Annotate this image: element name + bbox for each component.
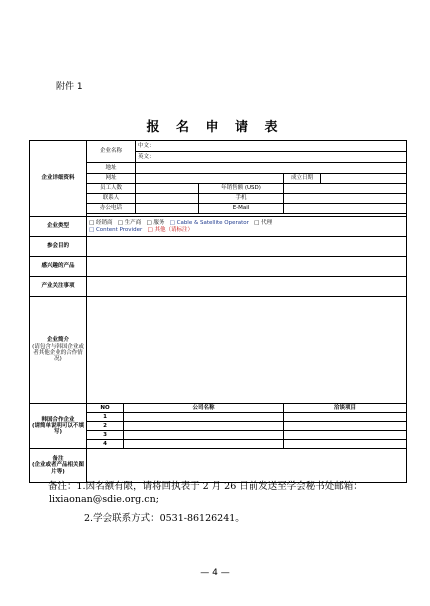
company-type-label: 企业类型 xyxy=(30,217,87,237)
coop-project-field[interactable] xyxy=(284,422,407,431)
project-header: 洽谈项目 xyxy=(284,404,407,413)
company-type-options xyxy=(87,217,407,237)
company-name-en-field[interactable] xyxy=(136,152,407,163)
mobile-label: 手机 xyxy=(199,194,284,204)
annual-sales-field[interactable] xyxy=(284,184,407,194)
row-number: 4 xyxy=(87,440,124,449)
website-label: 网址 xyxy=(87,174,136,184)
established-field[interactable] xyxy=(321,174,407,184)
purpose-label: 参会目的 xyxy=(30,237,87,257)
issues-field[interactable] xyxy=(87,277,407,297)
type-service[interactable]: □ 服务 xyxy=(146,220,165,227)
coop-company-field[interactable] xyxy=(124,431,284,440)
en-label: 英文： xyxy=(138,153,155,160)
remark-title: 备注 xyxy=(52,456,64,463)
contact-label: 联系人 xyxy=(87,194,136,204)
office-phone-field[interactable] xyxy=(136,204,199,214)
page-number: — 4 — xyxy=(200,568,230,578)
email-label: E-Mail xyxy=(199,204,284,214)
intro-field[interactable] xyxy=(87,297,407,404)
row-number: 2 xyxy=(87,422,124,431)
coop-title: 韩国合作企业 xyxy=(41,416,75,423)
annual-sales-label: 年销售额 (USD) xyxy=(199,184,284,194)
coop-label-cell xyxy=(30,404,87,449)
company-name-header: 公司名称 xyxy=(124,404,284,413)
no-header: NO xyxy=(87,404,124,413)
coop-desc: (请简单说明可以不填写) xyxy=(32,422,85,436)
type-cable-satellite[interactable]: □ Cable & Satellite Operator xyxy=(169,220,249,227)
products-label: 感兴趣的产品 xyxy=(30,257,87,277)
coop-company-field[interactable] xyxy=(124,413,284,422)
email-field[interactable] xyxy=(284,204,407,214)
contact-field[interactable] xyxy=(136,194,199,204)
type-other[interactable]: □ 其他（请标注） xyxy=(147,226,193,233)
note-email: lixiaonan@sdie.org.cn; xyxy=(49,494,159,505)
type-content-provider[interactable]: □ Content Provider xyxy=(89,226,143,233)
row-number: 1 xyxy=(87,413,124,422)
mobile-field[interactable] xyxy=(284,194,407,204)
note-line-1: 备注：1.因名额有限，请将回执表于 2 月 26 日前发送至学会秘书处邮箱： xyxy=(48,481,363,492)
office-phone-label: 办公电话 xyxy=(87,204,136,214)
company-name-cn-field[interactable] xyxy=(136,141,407,152)
coop-company-field[interactable] xyxy=(124,440,284,449)
row-number: 3 xyxy=(87,431,124,440)
coop-project-field[interactable] xyxy=(284,440,407,449)
company-name-label: 企业名称 xyxy=(87,141,136,163)
application-form xyxy=(29,140,407,483)
coop-project-field[interactable] xyxy=(284,431,407,440)
remark-desc: (企业或者产品相关图片等) xyxy=(32,462,85,475)
established-label: 成立日期 xyxy=(284,174,321,184)
website-field[interactable] xyxy=(136,174,284,184)
company-info-label: 企业详细资料 xyxy=(30,141,87,217)
page-title: 报 名 申 请 表 xyxy=(146,120,284,135)
intro-title: 企业简介 xyxy=(46,337,69,344)
address-label: 地址 xyxy=(87,163,136,174)
type-manufacturer[interactable]: □ 生产商 xyxy=(117,220,142,227)
attachment-label: 附件 1 xyxy=(56,82,83,92)
note-line-2: 2.学会联系方式：0531-86126241。 xyxy=(84,513,245,524)
address-field[interactable] xyxy=(136,163,407,174)
employees-field[interactable] xyxy=(136,184,199,194)
type-distributor[interactable]: □ 经销商 xyxy=(89,220,113,227)
coop-project-field[interactable] xyxy=(284,413,407,422)
intro-desc: (请包含与韩国企业或者其他企业的合作情况) xyxy=(32,343,84,363)
type-agent[interactable]: □ 代理 xyxy=(254,220,273,227)
products-field[interactable] xyxy=(87,257,407,277)
intro-label-cell xyxy=(30,297,87,404)
employees-label: 员工人数 xyxy=(87,184,136,194)
coop-company-field[interactable] xyxy=(124,422,284,431)
issues-label: 产业关注事项 xyxy=(30,277,87,297)
cn-label: 中文： xyxy=(138,142,155,149)
purpose-field[interactable] xyxy=(87,237,407,257)
